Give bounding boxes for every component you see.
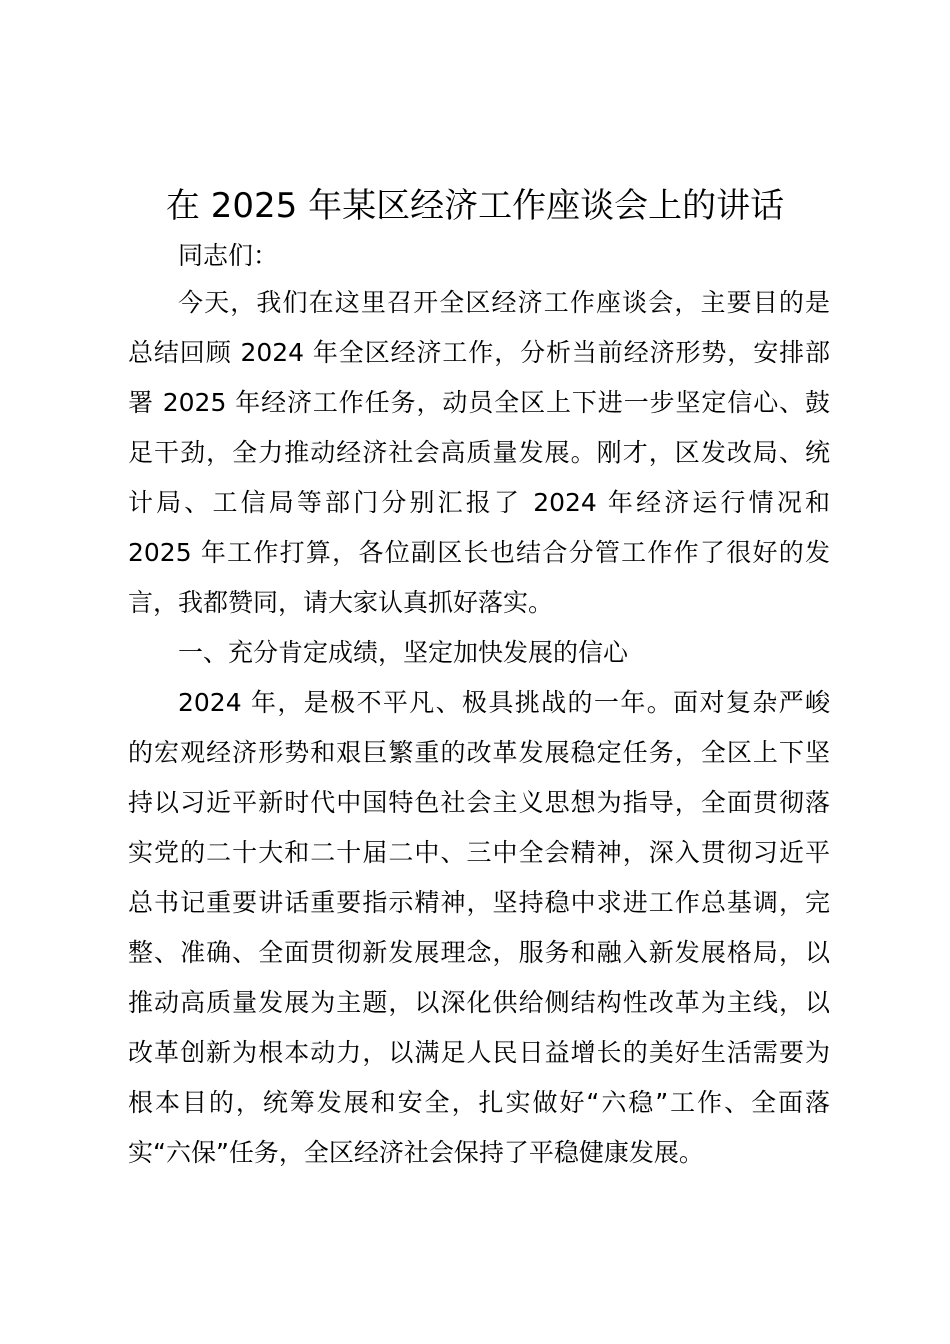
paragraph-line: 持以习近平新时代中国特色社会主义思想为指导，全面贯彻落 <box>128 788 830 817</box>
paragraph-line: 根本目的，统筹发展和安全，扎实做好“六稳”工作、全面落 <box>128 1088 830 1117</box>
paragraph-line: 2025 年工作打算，各位副区长也结合分管工作作了很好的发 <box>128 538 830 567</box>
paragraph-achievements <box>128 678 830 1178</box>
section-heading: 一、充分肯定成绩，坚定加快发展的信心 <box>178 638 629 667</box>
paragraph-line: 署 2025 年经济工作任务，动员全区上下进一步坚定信心、鼓 <box>128 388 830 417</box>
paragraph-line: 总结回顾 2024 年全区经济工作，分析当前经济形势，安排部 <box>128 338 830 367</box>
paragraph-line: 实党的二十大和二十届二中、三中全会精神，深入贯彻习近平 <box>128 838 830 867</box>
paragraph-line: 计局、工信局等部门分别汇报了 2024 年经济运行情况和 <box>128 488 830 517</box>
paragraph-line: 言，我都赞同，请大家认真抓好落实。 <box>128 588 554 617</box>
paragraph-line: 改革创新为根本动力，以满足人民日益增长的美好生活需要为 <box>128 1038 830 1067</box>
paragraph-line: 整、准确、全面贯彻新发展理念，服务和融入新发展格局，以 <box>128 938 830 967</box>
paragraph-line: 的宏观经济形势和艰巨繁重的改革发展稳定任务，全区上下坚 <box>128 738 830 767</box>
paragraph-line: 实“六保”任务，全区经济社会保持了平稳健康发展。 <box>128 1138 704 1167</box>
paragraph-line: 推动高质量发展为主题，以深化供给侧结构性改革为主线，以 <box>128 988 830 1017</box>
paragraph-line: 足干劲，全力推动经济社会高质量发展。刚才，区发改局、统 <box>128 438 830 467</box>
paragraph-line: 2024 年，是极不平凡、极具挑战的一年。面对复杂严峻 <box>178 688 830 717</box>
paragraph-opening <box>128 278 830 628</box>
document-title: 在 2025 年某区经济工作座谈会上的讲话 <box>165 186 785 226</box>
paragraph-line: 总书记重要讲话重要指示精神，坚持稳中求进工作总基调，完 <box>128 888 830 917</box>
salutation: 同志们： <box>178 241 279 270</box>
paragraph-line: 今天，我们在这里召开全区经济工作座谈会，主要目的是 <box>178 288 830 317</box>
